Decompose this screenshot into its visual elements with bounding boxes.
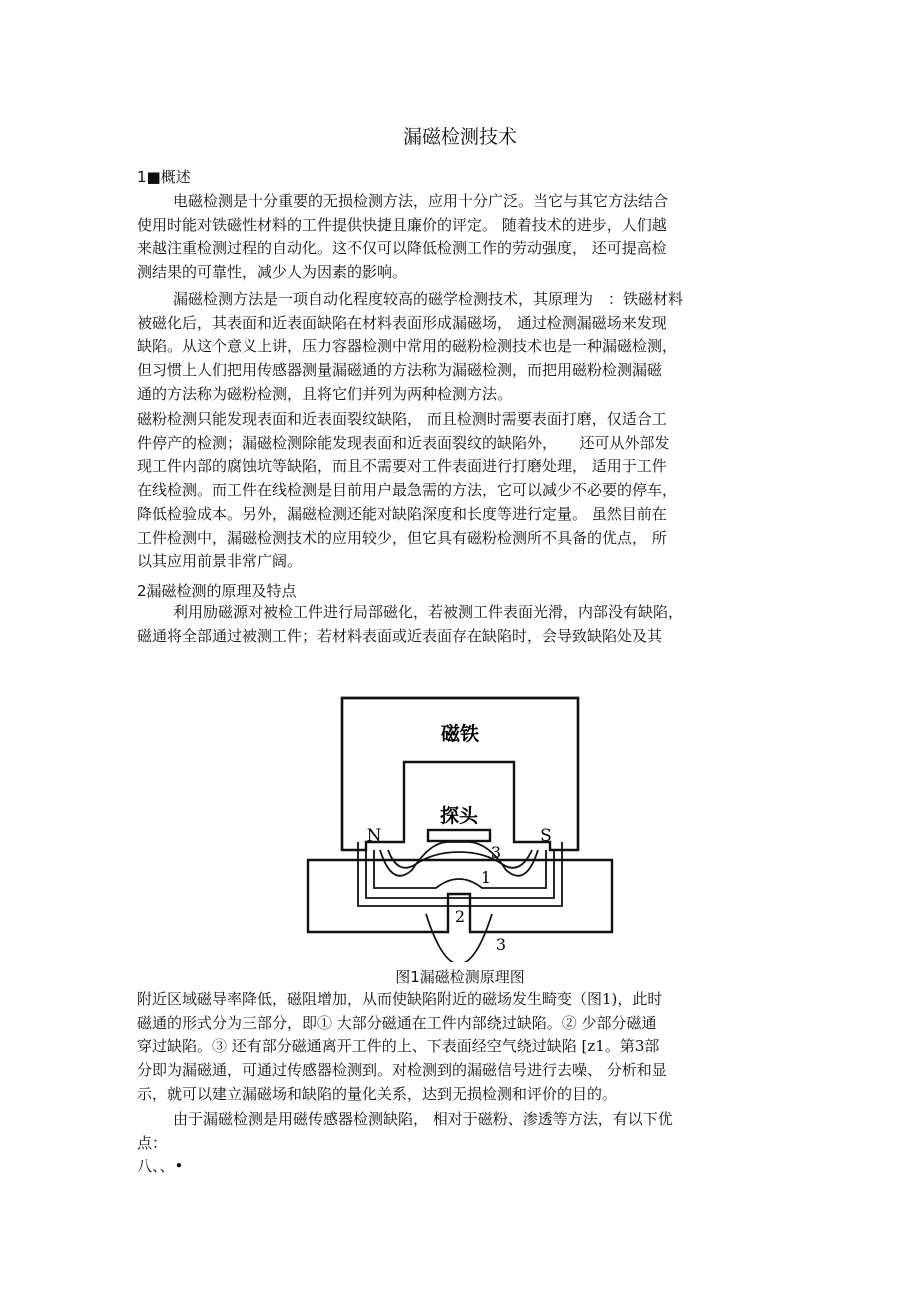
section-1-paragraph-2 [137,288,787,407]
text-line: 通的方法称为磁粉检测，且将它们并列为两种检测方法。 [137,384,513,403]
text-line: 但习惯上人们把用传感器测量漏磁通的方法称为漏磁检测，而把用磁粉检测漏磁 [137,361,663,380]
path-2-label: 2 [454,907,466,926]
text-line: 现工件内部的腐蚀坑等缺陷，而且不需要对工件表面进行打磨处理， 适用于工件 [137,457,667,476]
text-line: 分即为漏磁通，可通过传感器检测到。对检测到的漏磁信号进行去噪、 分析和显 [137,1061,667,1080]
text-line: 漏磁检测方法是一项自动化程度较高的磁学检测技术，其原理为 ：铁磁材料 [173,290,684,308]
text-line: 工件检测中，漏磁检测技术的应用较少，但它具有磁粉检测所不具备的优点， 所 [137,528,667,547]
section-2-paragraph-2 [137,988,787,1107]
figure-caption: 图1漏磁检测原理图 [395,968,525,986]
probe-label: 探头 [439,805,479,827]
page-title: 漏磁检测技术 [402,126,517,148]
figure-leakage-principle [300,692,620,962]
text-line: 磁通的形式分为三部分，即① 大部分磁通在工件内部绕过缺陷。② 少部分磁通 [137,1013,657,1032]
text-line: 磁粉检测只能发现表面和近表面裂纹缺陷， 而且检测时需要表面打磨，仅适合工 [137,410,667,428]
section-2-paragraph-1 [137,601,787,648]
magnet-label: 磁铁 [440,723,480,745]
text-line: 在线检测。而工件在线检测是目前用户最急需的方法，它可以减少不必要的停车， [137,481,678,500]
text-line: 磁通将全部通过被测工件；若材料表面或近表面存在缺陷时，会导致缺陷处及其 [137,626,663,645]
text-line: 由于漏磁检测是用磁传感器检测缺陷， 相对于磁粉、渗透等方法，有以下优 [173,1110,673,1128]
text-line: 示，就可以建立漏磁场和缺陷的量化关系，达到无损检测和评价的目的。 [137,1084,618,1103]
text-line: 电磁检测是十分重要的无损检测方法，应用十分广泛。当它与其它方法结合 [173,192,669,210]
text-line: 利用励磁源对被检工件进行局部磁化，若被测工件表面光滑，内部没有缺陷， [173,603,684,621]
section-1-paragraph-3 [137,408,787,574]
probe-sensor [428,830,490,841]
text-line: 附近区域磁导率降低，磁阻增加，从而使缺陷附近的磁场发生畸变（图1)，此时 [137,990,663,1008]
text-line: 八、、• [137,1157,184,1176]
text-line: 缺陷。从这个意义上讲，压力容器检测中常用的磁粉检测技术也是一种漏磁检测， [137,337,678,356]
text-line: 穿过缺陷。③ 还有部分磁通离开工件的上、下表面经空气绕过缺陷 [z1。第3部 [137,1037,660,1056]
path-3-label-top: 3 [490,843,502,862]
section-1-heading: 1■概述 [137,168,191,186]
section-2-paragraph-3 [137,1108,787,1179]
text-line: 测结果的可靠性，减少人为因素的影响。 [137,263,408,282]
north-pole-label: N [366,826,382,846]
text-line: 使用时能对铁磁性材料的工件提供快捷且廉价的评定。 随着技术的进步，人们越 [137,215,667,234]
path-1-label: 1 [480,868,492,887]
text-line: 件停产的检测；漏磁检测除能发现表面和近表面裂纹的缺陷外， 还可从外部发 [137,433,670,452]
text-line: 被磁化后，其表面和近表面缺陷在材料表面形成漏磁场， 通过检测漏磁场来发现 [137,313,667,332]
text-line: 来越注重检测过程的自动化。这不仅可以降低检测工作的劳动强度， 还可提高检 [137,239,667,258]
text-line: 降低检验成本。另外，漏磁检测还能对缺陷深度和长度等进行定量。 虽然目前在 [137,504,667,523]
section-2-heading: 2漏磁检测的原理及特点 [137,582,297,600]
path-3-label-bottom: 3 [495,935,507,954]
text-line: 点： [137,1133,168,1152]
section-1-paragraph-1 [137,190,787,285]
south-pole-label: S [540,826,552,846]
text-line: 以其应用前景非常广阔。 [137,552,303,571]
figure-diagram [300,692,620,962]
